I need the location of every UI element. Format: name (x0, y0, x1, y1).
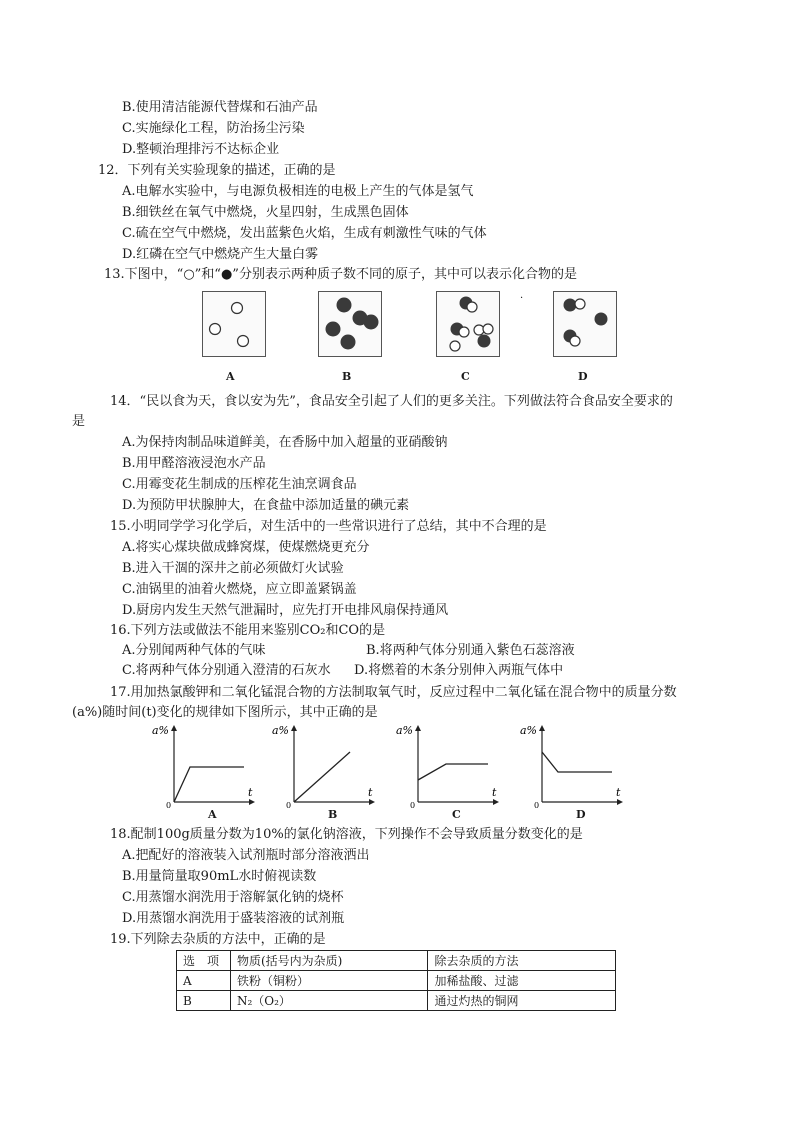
q18-option-a: A.把配好的溶液装入试剂瓶时部分溶液洒出 (122, 848, 370, 863)
q13-figure-d (553, 291, 617, 357)
table-header-cell: 物质(括号内为杂质) (230, 951, 428, 971)
q16-option-c: C.将两种气体分别通入澄清的石灰水 (122, 663, 331, 678)
table-cell: 铁粉（铜粉） (230, 971, 428, 991)
q14-stem-line1: 14．“民以食为天，食以安为先”，食品安全引起了人们的更多关注。下列做法符合食品安全要求的 (110, 394, 673, 409)
q11-option-b: B.使用清洁能源代替煤和石油产品 (122, 100, 318, 115)
table-cell: B (177, 991, 231, 1011)
graph-x-axis-label: t (492, 786, 497, 799)
graph-origin: 0 (410, 801, 416, 810)
graph-origin: 0 (286, 801, 292, 810)
q13-label-a: A (226, 370, 235, 383)
q17-graph-d (516, 722, 626, 814)
curve-b (294, 752, 350, 802)
q12-stem: 12．下列有关实验现象的描述，正确的是 (98, 163, 336, 178)
white-atom (570, 336, 580, 346)
q17-label-b: B (328, 808, 338, 821)
graph-y-axis-label: a% (272, 724, 290, 737)
q14-stem-line2: 是 (72, 414, 86, 429)
x-axis-arrow (617, 799, 623, 805)
black-atom (478, 335, 491, 348)
black-atom (326, 322, 341, 337)
q15-option-b: B.进入干涸的深井之前必须做灯火试验 (122, 561, 344, 576)
white-atom (483, 324, 493, 334)
q18-option-c: C.用蒸馏水润洗用于溶解氯化钠的烧杯 (122, 890, 344, 905)
q13-figure-c (436, 291, 500, 357)
q17-label-a: A (208, 808, 217, 821)
table-cell: N₂（O₂） (230, 991, 428, 1011)
q14-option-c: C.用霉变花生制成的压榨花生油烹调食品 (122, 477, 357, 492)
q19-table (176, 950, 616, 1011)
x-axis-arrow (493, 799, 499, 805)
q16-option-d: D.将燃着的木条分别伸入两瓶气体中 (354, 663, 564, 678)
graph-x-axis-label: t (248, 786, 253, 799)
white-atom (232, 303, 243, 314)
graph-c-svg (392, 722, 502, 814)
q11-option-d: D.整顿治理排污不达标企业 (122, 142, 280, 157)
graph-a-svg (148, 722, 258, 814)
table-header-cell: 选 项 (177, 951, 231, 971)
curve-a (174, 767, 244, 802)
y-axis-arrow (539, 725, 545, 731)
q16-stem: 16.下列方法或做法不能用来鉴别CO₂和CO的是 (110, 623, 386, 638)
q17-graph-c (392, 722, 502, 814)
q17-stem-line2: (a%)随时间(t)变化的规律如下图所示，其中正确的是 (72, 705, 378, 720)
table-header-cell: 除去杂质的方法 (428, 951, 616, 971)
graph-y-axis-label: a% (520, 724, 538, 737)
q15-stem: 15.小明同学学习化学后，对生活中的一些常识进行了总结，其中不合理的是 (110, 519, 547, 534)
white-atom (450, 341, 460, 351)
molecule-diagram-b (319, 292, 381, 356)
q19-stem: 19.下列除去杂质的方法中，正确的是 (110, 932, 326, 947)
white-atom (467, 302, 477, 312)
q16-option-a: A.分别闻两种气体的气味 (122, 643, 266, 658)
curve-c (418, 764, 488, 780)
q18-option-b: B.用量筒量取90mL水时俯视读数 (122, 869, 317, 884)
q17-graph-b (268, 722, 378, 814)
q17-stem-line1: 17.用加热氯酸钾和二氧化锰混合物的方法制取氧气时，反应过程中二氧化锰在混合物中的质量分数 (110, 685, 677, 700)
graph-x-axis-label: t (368, 786, 373, 799)
q17-graph-a (148, 722, 258, 814)
scan-dot: · (520, 293, 524, 304)
q14-option-a: A.为保持肉制品味道鲜美，在香肠中加入超量的亚硝酸钠 (122, 435, 448, 450)
table-cell: 加稀盐酸、过滤 (428, 971, 616, 991)
x-axis-arrow (369, 799, 375, 805)
q15-option-d: D.厨房内发生天然气泄漏时，应先打开电排风扇保持通风 (122, 603, 449, 618)
q17-label-c: C (452, 808, 461, 821)
q15-option-a: A.将实心煤块做成蜂窝煤，使煤燃烧更充分 (122, 540, 370, 555)
graph-y-axis-label: a% (152, 724, 170, 737)
black-atom (595, 313, 608, 326)
graph-d-svg (516, 722, 626, 814)
q13-label-d: D (578, 370, 588, 383)
q12-option-c: C.硫在空气中燃烧，发出蓝紫色火焰，生成有刺激性气味的气体 (122, 226, 487, 241)
curve-d (542, 752, 612, 772)
white-atom (210, 324, 221, 335)
q13-figure-b (318, 291, 382, 357)
table-cell: 通过灼热的铜网 (428, 991, 616, 1011)
y-axis-arrow (415, 725, 421, 731)
q17-label-d: D (576, 808, 586, 821)
white-atom (238, 336, 249, 347)
graph-b-svg (268, 722, 378, 814)
white-atom (459, 327, 469, 337)
q12-option-d: D.红磷在空气中燃烧产生大量白雾 (122, 247, 319, 262)
q13-stem: 13.下图中，“○”和“●”分别表示两种质子数不同的原子，其中可以表示化合物的是 (104, 267, 577, 282)
graph-x-axis-label: t (616, 786, 621, 799)
black-atom (337, 298, 352, 313)
q14-option-d: D.为预防甲状腺肿大，在食盐中添加适量的碘元素 (122, 498, 410, 513)
q18-option-d: D.用蒸馏水润洗用于盛装溶液的试剂瓶 (122, 911, 345, 926)
molecule-diagram-d (554, 292, 616, 356)
q11-option-c: C.实施绿化工程，防治扬尘污染 (122, 121, 305, 136)
graph-y-axis-label: a% (396, 724, 414, 737)
molecule-diagram-c (437, 292, 499, 356)
white-atom (575, 299, 585, 309)
graph-origin: 0 (534, 801, 540, 810)
q13-label-c: C (461, 370, 470, 383)
black-atom (364, 315, 379, 330)
graph-origin: 0 (166, 801, 172, 810)
x-axis-arrow (249, 799, 255, 805)
molecule-diagram-a (203, 292, 265, 356)
q16-option-b: B.将两种气体分别通入紫色石蕊溶液 (366, 643, 575, 658)
q15-option-c: C.油锅里的油着火燃烧，应立即盖紧锅盖 (122, 582, 357, 597)
q12-option-b: B.细铁丝在氧气中燃烧，火星四射，生成黑色固体 (122, 205, 409, 220)
y-axis-arrow (171, 725, 177, 731)
q14-option-b: B.用甲醛溶液浸泡水产品 (122, 456, 266, 471)
table-row (177, 971, 616, 991)
table-cell: A (177, 971, 231, 991)
table-row (177, 991, 616, 1011)
table-header-row (177, 951, 616, 971)
y-axis-arrow (291, 725, 297, 731)
black-atom (341, 335, 356, 350)
q12-option-a: A.电解水实验中，与电源负极相连的电极上产生的气体是氢气 (122, 184, 474, 199)
q18-stem: 18.配制100g质量分数为10%的氯化钠溶液，下列操作不会导致质量分数变化的是 (110, 827, 583, 842)
q13-figure-a (202, 291, 266, 357)
q13-label-b: B (342, 370, 352, 383)
